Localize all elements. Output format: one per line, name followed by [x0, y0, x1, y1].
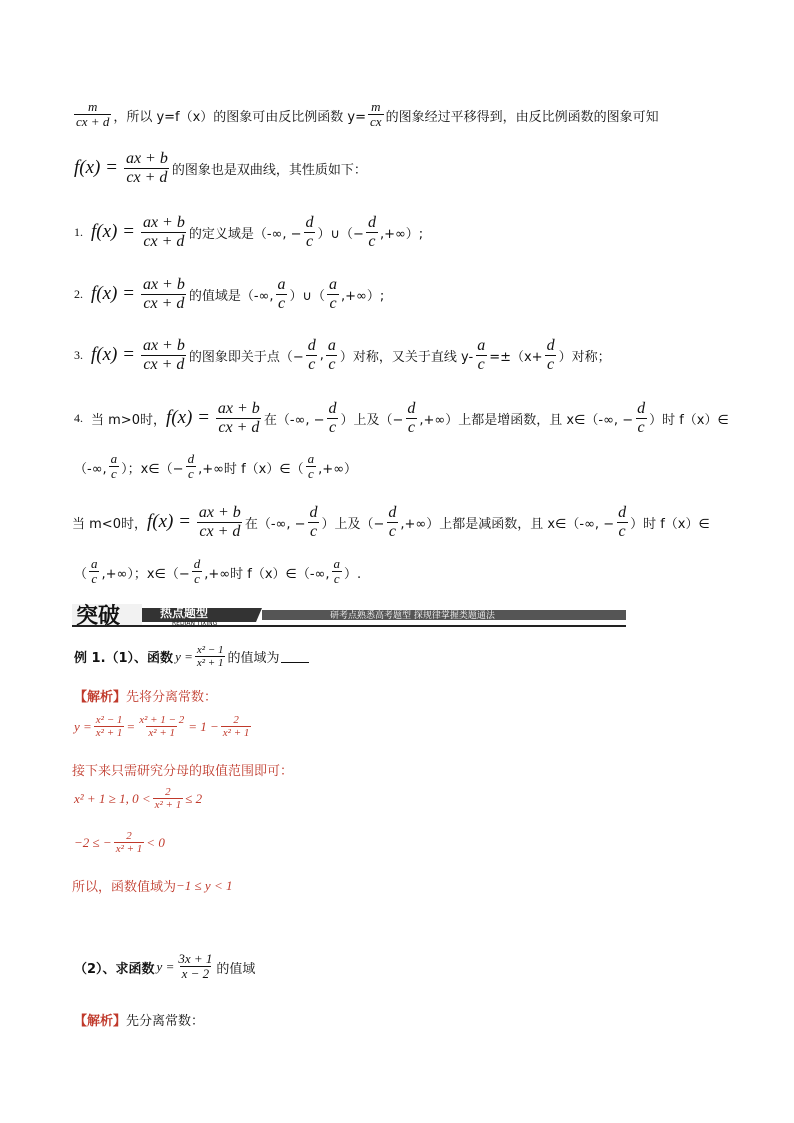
- intro-text-2: 的图象经过平移得到，由反比例函数的图象可知: [385, 109, 659, 125]
- property-4-line-1: 4. 当 m>0时， f(x) = $\frac{ax + b}{cx + d}$ 在（-∞, − $\frac{d}{c}$ ）上及（− $\frac{d}{c}$ ,+∞）上都是增函数，且 x∈（-∞, − $\frac{d}{c}$ ）时 f（x）∈: [74, 400, 729, 436]
- example-1-step-3: −2 ≤ − $\frac{2}{\text{x² + 1}}$ < 0: [74, 830, 165, 856]
- property-4-line-4: （ $\frac{a}{c}$ ,+∞）；x∈（− $\frac{d}{c}$ ,+∞时 f（x）∈（-∞, $\frac{a}{c}$ ）.: [74, 556, 362, 587]
- banner-right-text: 研考点熟悉高考题型 探规律掌握类题通法: [330, 611, 495, 621]
- function-lhs: f(x) =: [74, 157, 118, 179]
- example-2-analysis: 【解析】 先分离常数：: [74, 1014, 205, 1029]
- example-1-next: 接下来只需研究分母的取值范围即可：: [72, 764, 294, 779]
- example-1-step-2: x² + 1 ≥ 1, 0 < $\frac{2}{\text{x² + 1}}$ ≤ 2: [74, 786, 203, 812]
- fraction-m-over-cxd: $\frac{m}{cx + d}$: [76, 99, 110, 130]
- example-1-conclusion: 所以，函数值域为 −1 ≤ y < 1: [72, 877, 233, 895]
- banner-graphic: [72, 602, 626, 628]
- property-4-line-2: （-∞, $\frac{a}{c}$ ）；x∈（− $\frac{d}{c}$ ,+∞时 f（x）∈（ $\frac{a}{c}$ ,+∞）: [74, 451, 358, 482]
- property-1: 1. f(x) = $\frac{ax + b}{cx + d}$ 的定义域是（-∞, − $\frac{d}{c}$ ）∪（− $\frac{d}{c}$ ,+∞）;: [74, 214, 424, 250]
- section-banner: [72, 602, 626, 628]
- banner-title: 突破: [76, 603, 121, 628]
- function-fraction: $\frac{ax + b}{cx + d}$: [125, 150, 168, 186]
- intro-text-1: ，所以 y=f（x）的图象可由反比例函数 y=: [113, 109, 367, 125]
- intro-text-3: 的图象也是双曲线，其性质如下：: [171, 162, 367, 178]
- banner-pinyin: REDIAN TIXING: [172, 620, 218, 627]
- property-3: 3. f(x) = $\frac{ax + b}{cx + d}$ 的图象即关于点（− $\frac{d}{c}$ , $\frac{a}{c}$ ）对称，又关于直线 y- $\frac{a}{c}$ =±（x+ $\frac{d}{c}$ ）对称；: [74, 337, 611, 373]
- example-1-question: 例 1.（1）、函数 y = $\frac{\text{x² − 1}}{\text{x² + 1}}$ 的值域为: [74, 644, 309, 670]
- fraction-m-over-cx: $\frac{m}{cx}$: [370, 99, 382, 130]
- banner-subtitle: 热点题型: [160, 606, 209, 620]
- example-1-step-1: y = $\frac{\text{x² − 1}}{\text{x² + 1}}$ = $\frac{\text{x² + 1 − 2}}{\text{x² + 1}}$ = 1 − $\frac{2}{\text{x² + 1}}$: [74, 714, 250, 740]
- property-2: 2. f(x) = $\frac{ax + b}{cx + d}$ 的值域是（-∞, $\frac{a}{c}$ ）∪（ $\frac{a}{c}$ ,+∞）;: [74, 276, 385, 312]
- example-1-analysis: 【解析】 先将分离常数：: [74, 690, 218, 705]
- answer-blank: [281, 650, 309, 663]
- intro-line-2: [74, 150, 367, 187]
- intro-line-1: [72, 100, 659, 130]
- property-4-line-3: 当 m<0时， f(x) = $\frac{ax + b}{cx + d}$ 在（-∞, − $\frac{d}{c}$ ）上及（− $\frac{d}{c}$ ,+∞）上都是减函数，且 x∈（-∞, − $\frac{d}{c}$ ）时 f（x）∈: [72, 504, 710, 540]
- example-2-question: （2）、求函数 y = $\frac{3x + 1}{x - 2}$ 的值域: [74, 951, 256, 982]
